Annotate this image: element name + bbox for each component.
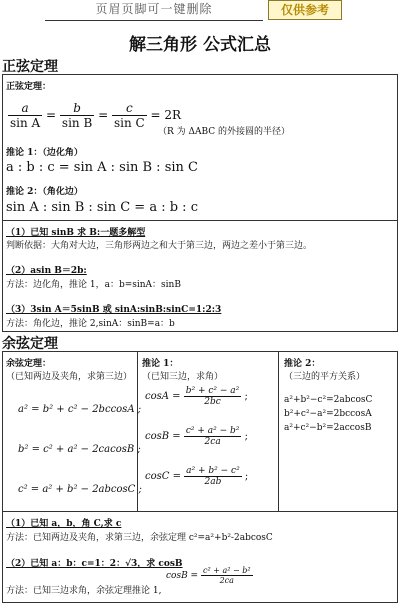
header-text: 页眉页脚可一键删除 [45,0,263,21]
sine-case2-title: （2）asin B＝2b: [6,266,87,276]
divider [278,351,279,511]
eq-rhs: = 2R [150,108,182,122]
sine-law-note: （R 为 ΔABC 的外接圆的半径） [158,127,291,137]
cosine-heading: 余弦定理 [2,336,58,352]
frac-num: c [112,101,147,116]
semicolon: ; [244,391,248,402]
cosine-eq-c: c² = a² + b² − 2abcosC ; [18,484,142,495]
page-header [0,0,400,22]
corollary2-equation: sin A : sin B : sin C = a : b : c [6,200,198,215]
square-relation-2: b²+c²−a²=2bccosA [284,409,372,419]
cos-lhs: cosB = [145,431,181,442]
sine-case2-body: 方法：边化角，推论 1，a：b=sinA：sinB [6,280,181,290]
frac-den: 2ca [204,437,221,447]
corollary1-equation: a : b : c = sin A : sin B : sin C [6,160,198,175]
frac-den: sin C [113,116,145,130]
cosine-eq-a: a² = b² + c² − 2bccosA ; [18,404,142,415]
cosine-case2-body: 方法：已知三边求角，余弦定理推论 1, [6,586,162,596]
frac-num: c² + a² − b² [202,566,251,575]
header-badge: 仅供参考 [268,0,342,20]
frac-den: 2bc [204,397,221,407]
corollary1-label: 推论 1：（边化角） [6,148,83,158]
sine-case3-body: 方法：角化边，推论 2,sinA：sinB=a：b [6,319,175,329]
divider [2,511,398,512]
frac-num: c² + a² − b² [185,426,240,436]
divider [2,220,398,221]
cosine-sub: （已知两边及夹角，求第三边） [6,372,133,382]
cosine-label: 余弦定理： [6,359,52,369]
sine-case3-title: （3）3sin A＝5sinB 或 sinA:sinB:sinC=1:2:3 [6,305,222,315]
frac-den: 2ab [204,477,222,487]
sine-law-equation: $\frac{a}{\text{sin A}}$ = $\frac{b}{\text{sin B}}$ = $\frac{c}{\text{sin C}}$ = 2R [10,101,182,130]
sine-label: 正弦定理： [6,82,52,92]
cos-lhs: cosA = [145,391,181,402]
corollary2-label: 推论 2： [284,359,321,369]
sine-case1-title: （1）已知 sinB 求 B:一题多解型 [6,228,146,238]
frac-num: a² + b² − c² [186,466,240,476]
cosC-formula [145,466,248,487]
square-relation-3: a²+c²−b²=2accosB [284,423,372,433]
frac-den: sin B [61,116,93,130]
cosA-formula [145,386,248,407]
square-relation-1: a²+b²−c²=2abcosC [284,395,373,405]
cosB-formula [145,426,248,447]
corollary2-sub: （三边的平方关系） [284,372,366,382]
frac-num: b² + c² − a² [185,386,240,396]
cosine-case2-title: （2）已知 a：b：c=1：2：√3，求 cosB [6,559,183,569]
frac-num: a [8,101,42,116]
corollary1-label: 推论 1： [142,359,179,369]
corollary2-label: 推论 2：（角化边） [6,187,83,197]
sine-case1-body: 判断依据：大角对大边，三角形两边之和大于第三边，两边之差小于第三边。 [6,241,313,251]
cos-lhs: cosC = [145,471,181,482]
sine-heading: 正弦定理 [2,59,58,75]
cosine-eq-b: b² = c² + a² − 2cacosB ; [18,444,141,455]
frac-den: sin A [10,116,41,130]
cosine-case1-title: （1）已知 a，b，角 C,求 c [6,519,122,529]
semicolon: ; [244,471,249,482]
cosine-case1-body: 方法：已知两边及夹角，求第三边，余弦定理 c²=a²+b²-2abcosC [6,533,273,543]
cosine-case2-formula [166,566,253,585]
frac-num: b [60,101,94,116]
page-title: 解三角形 公式汇总 [129,35,271,55]
semicolon: ; [244,431,248,442]
frac-den: 2ca [219,576,234,585]
corollary1-sub: （已知三边，求角） [142,372,224,382]
cos-lhs: cosB = [166,571,199,581]
